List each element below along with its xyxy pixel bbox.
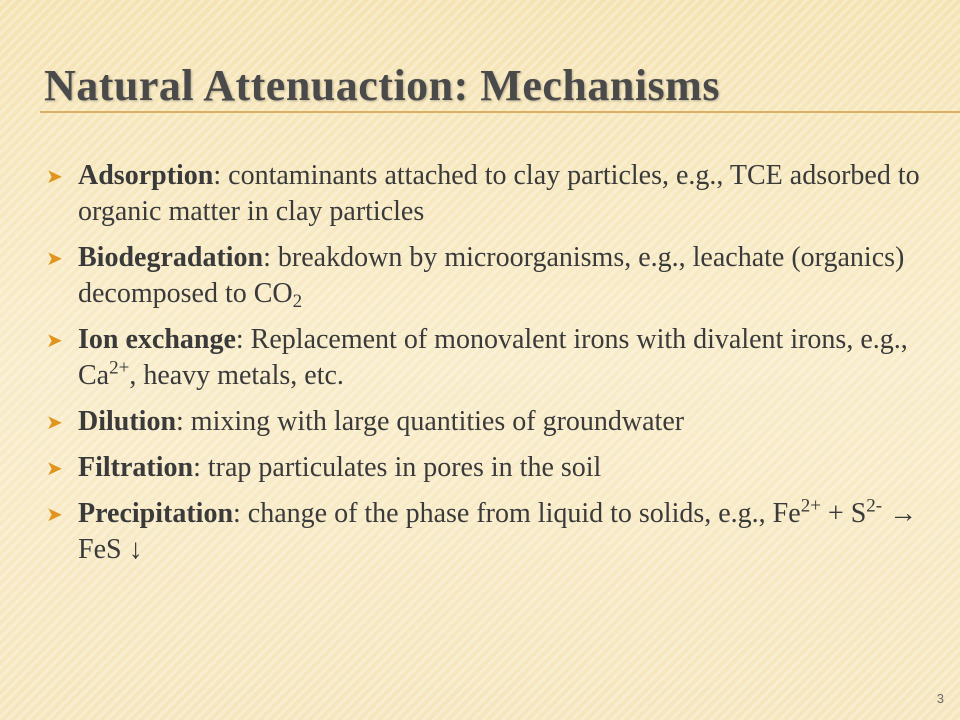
bullet-term: Adsorption (78, 160, 214, 191)
bullet-filtration (46, 450, 926, 486)
superscript: 2- (866, 495, 883, 517)
bullet-text: : Replacement of monovalent irons with divalent irons, e.g., Ca (78, 324, 908, 391)
bullet-text-mid: + S (820, 498, 867, 529)
bullet-ion-exchange (46, 322, 926, 394)
bullet-text: : breakdown by microorganisms, e.g., leachate (organics) decomposed to CO (78, 242, 905, 309)
arrow-triangle-icon: ➤ (46, 456, 63, 480)
bullet-text: : trap particulates in pores in the soil (193, 452, 602, 483)
bullet-list (46, 158, 926, 578)
bullet-term: Dilution (78, 406, 177, 437)
title-underline (40, 111, 960, 113)
bullet-adsorption (46, 158, 926, 230)
bullet-text: : mixing with large quantities of groundwater (176, 406, 685, 437)
bullet-dilution (46, 404, 926, 440)
bullet-term: Ion exchange (78, 324, 236, 355)
superscript: 2+ (109, 357, 130, 379)
subscript: 2 (292, 290, 303, 312)
bullet-text: : contaminants attached to clay particles, e.g., TCE adsorbed to organic matter in clay particles (78, 160, 920, 227)
page-number: 3 (936, 691, 944, 706)
bullet-term: Biodegradation (78, 242, 264, 273)
bullet-text-after: , heavy metals, etc. (129, 360, 344, 391)
bullet-biodegradation (46, 240, 926, 312)
bullet-term: Precipitation (78, 498, 234, 529)
bullet-text: : change of the phase from liquid to solids, e.g., Fe (233, 498, 801, 529)
bullet-precipitation (46, 496, 926, 568)
arrow-triangle-icon: ➤ (46, 246, 63, 270)
arrow-triangle-icon: ➤ (46, 410, 63, 434)
arrow-triangle-icon: ➤ (46, 164, 63, 188)
bullet-term: Filtration (78, 452, 194, 483)
slide-title: Natural Attenuaction: Mechanisms (44, 61, 720, 110)
bullet-text-after: → FeS ↓ (78, 498, 918, 565)
arrow-triangle-icon: ➤ (46, 328, 63, 352)
arrow-triangle-icon: ➤ (46, 502, 63, 526)
superscript: 2+ (800, 495, 821, 517)
